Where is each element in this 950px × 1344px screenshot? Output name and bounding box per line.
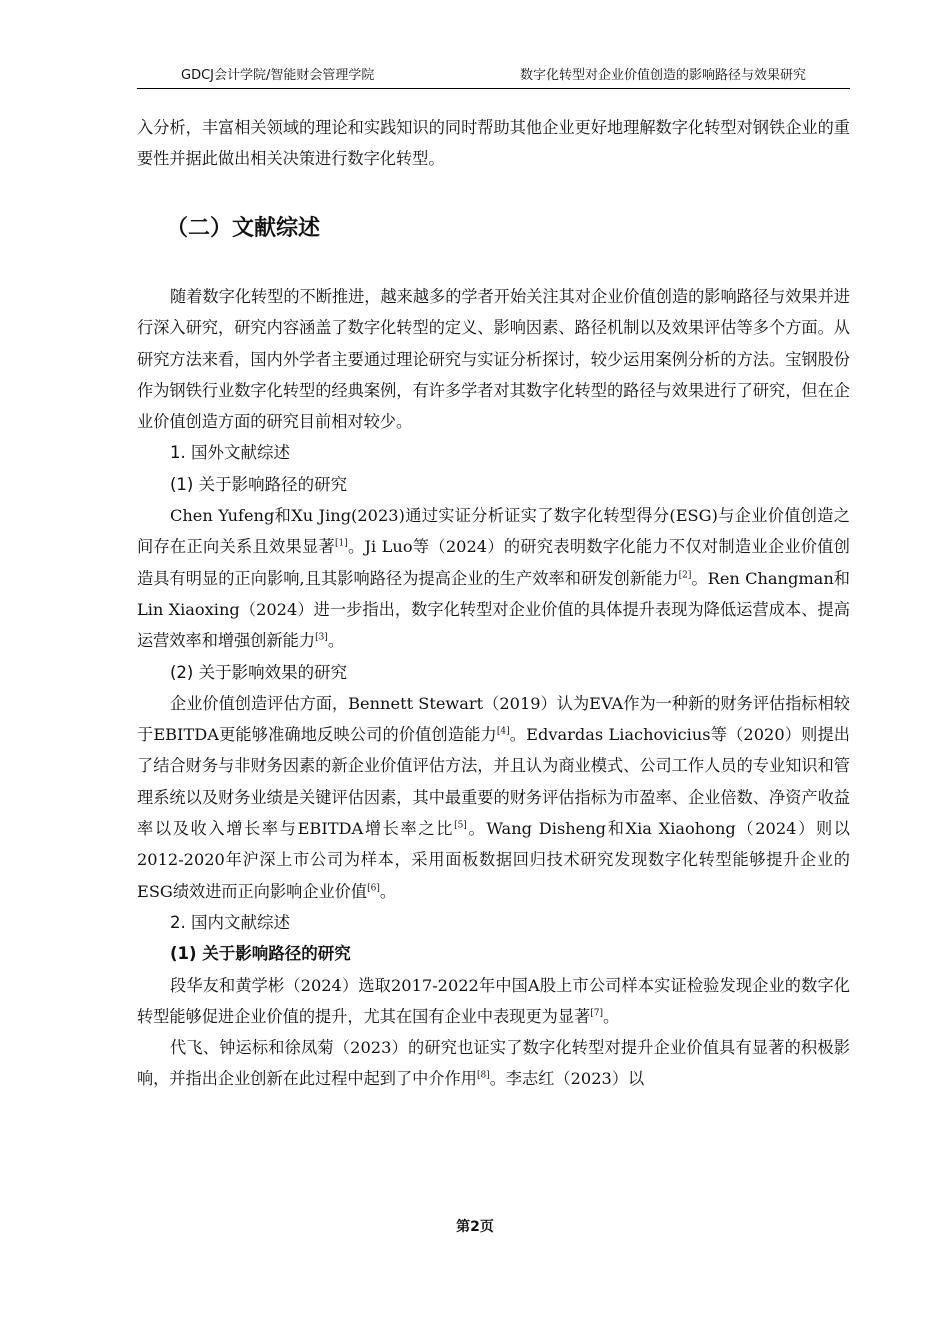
header-thesis-title: 数字化转型对企业价值创造的影响路径与效果研究	[519, 68, 806, 83]
header-institution: GDCJ会计学院/智能财会管理学院	[181, 68, 375, 83]
domestic-path-heading: (1) 关于影响路径的研究	[170, 944, 351, 964]
citation-3[interactable]: [3]	[315, 632, 328, 643]
literature-review-body	[137, 281, 850, 1095]
intro-continuation	[137, 112, 850, 175]
domestic-path-paragraph-1: 段华友和黄学彬（2024）选取2017-2022年中国A股上市公司样本实证检验发现企业的数字化转型能够促进企业价值的提升，尤其在国有企业中表现更为显著[7]。	[137, 975, 850, 1026]
intro-paragraph: 入分析，丰富相关领域的理论和实践知识的同时帮助其他企业更好地理解数字化转型对钢铁企业的重要性并据此做出相关决策进行数字化转型。	[137, 118, 850, 169]
citation-5[interactable]: [5]	[454, 820, 467, 831]
citation-4[interactable]: [4]	[496, 726, 510, 737]
citation-7[interactable]: [7]	[590, 1008, 603, 1019]
foreign-effect-paragraph: 企业价值创造评估方面，Bennett Stewart（2019）认为EVA作为一种新的财务评估指标相较于EBITDA更能够准确地反映公司的价值创造能力[4]。Edvardas Liachovicius等（2020）则提出了结合财务与非财务因素的新企业价值评估方法，并且认为商业模式、公司工作人员的专业知识和管理系统以及财务业绩是关键评估因素，其中最重要的财务评估指标为市盈率、企业倍数、净资产收益率以及收入增长率与EBITDA增长率之比[5]。Wang Disheng和Xia Xiaohong（2024）则以2012-2020年沪深上市公司为样本，采用面板数据回归技术研究发现数字化转型能够提升企业的ESG绩效进而正向影响企业价值[6]。	[137, 693, 850, 901]
citation-2[interactable]: [2]	[678, 570, 692, 581]
domestic-review-heading: 2. 国内文献综述	[170, 912, 290, 932]
running-header	[137, 66, 850, 89]
foreign-path-heading: (1) 关于影响路径的研究	[170, 474, 348, 494]
section-title: （二）文献综述	[166, 216, 321, 241]
citation-1[interactable]: [1]	[334, 538, 348, 549]
domestic-path-paragraph-2: 代飞、钟运标和徐凤菊（2023）的研究也证实了数字化转型对提升企业价值具有显著的积极影响，并指出企业创新在此过程中起到了中介作用[8]。李志红（2023）以	[137, 1038, 850, 1089]
citation-6[interactable]: [6]	[367, 883, 380, 894]
foreign-review-heading: 1. 国外文献综述	[170, 443, 290, 463]
foreign-effect-heading: (2) 关于影响效果的研究	[170, 662, 348, 682]
page-number: 第2页	[456, 1219, 494, 1235]
citation-8[interactable]: [8]	[476, 1071, 490, 1082]
overview-paragraph: 随着数字化转型的不断推进，越来越多的学者开始关注其对企业价值创造的影响路径与效果并进行深入研究，研究内容涵盖了数字化转型的定义、影响因素、路径机制以及效果评估等多个方面。从研究方法来看，国内外学者主要通过理论研究与实证分析探讨，较少运用案例分析的方法。宝钢股份作为钢铁行业数字化转型的经典案例，有许多学者对其数字化转型的路径与效果进行了研究，但在企业价值创造方面的研究目前相对较少。	[137, 287, 850, 432]
foreign-path-paragraph: Chen Yufeng和Xu Jing(2023)通过实证分析证实了数字化转型得分(ESG)与企业价值创造之间存在正向关系且效果显著[1]。Ji Luo等（2024）的研究表明数字化能力不仅对制造业企业价值创造具有明显的正向影响,且其影响路径为提高企业的生产效率和研发创新能力[2]。Ren Changman和Lin Xiaoxing（2024）进一步指出，数字化转型对企业价值的具体提升表现为降低运营成本、提高运营效率和增强创新能力[3]。	[137, 506, 850, 651]
